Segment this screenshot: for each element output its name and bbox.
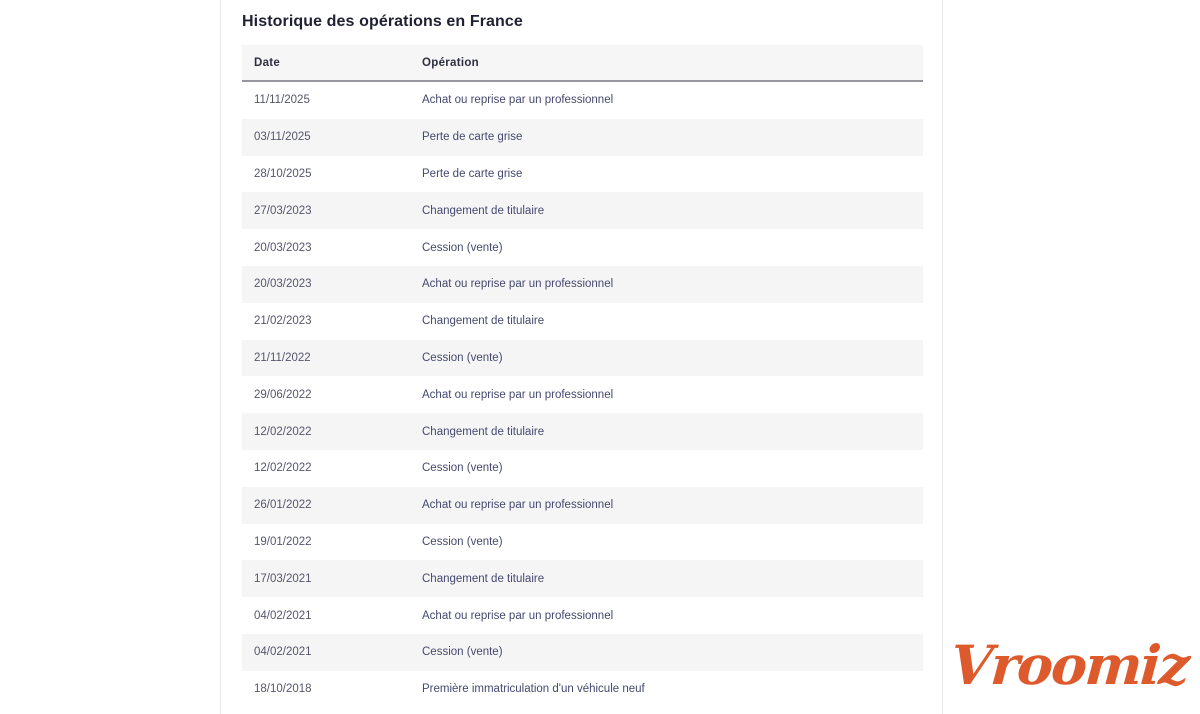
cell-operation: Achat ou reprise par un professionnel [422, 388, 614, 401]
cell-operation: Changement de titulaire [422, 315, 545, 328]
cell-date: 04/02/2021 [254, 609, 312, 622]
table-header-row [242, 45, 923, 82]
table-row [242, 303, 923, 340]
cell-operation: Première immatriculation d'un véhicule neuf [422, 683, 645, 696]
cell-date: 26/01/2022 [254, 499, 312, 512]
cell-operation: Cession (vente) [422, 535, 503, 548]
cell-operation: Achat ou reprise par un professionnel [422, 609, 614, 622]
operations-panel [220, 0, 943, 714]
table-row [242, 634, 923, 671]
cell-operation: Perte de carte grise [422, 131, 523, 144]
cell-operation: Changement de titulaire [422, 204, 545, 217]
operations-table [242, 45, 923, 708]
table-row [242, 376, 923, 413]
cell-operation: Achat ou reprise par un professionnel [422, 94, 614, 107]
cell-date: 27/03/2023 [254, 204, 312, 217]
cell-date: 17/03/2021 [254, 572, 312, 585]
cell-date: 28/10/2025 [254, 167, 312, 180]
table-row [242, 340, 923, 377]
cell-operation: Cession (vente) [422, 646, 503, 659]
cell-date: 20/03/2023 [254, 278, 312, 291]
table-row [242, 229, 923, 266]
cell-date: 18/10/2018 [254, 683, 312, 696]
table-body [242, 82, 923, 708]
cell-operation: Changement de titulaire [422, 572, 545, 585]
cell-operation: Perte de carte grise [422, 167, 523, 180]
table-row [242, 487, 923, 524]
cell-date: 20/03/2023 [254, 241, 312, 254]
table-row [242, 413, 923, 450]
table-row [242, 156, 923, 193]
cell-operation: Cession (vente) [422, 241, 503, 254]
table-row [242, 119, 923, 156]
table-row [242, 192, 923, 229]
column-header-operation: Opération [422, 56, 480, 69]
cell-operation: Changement de titulaire [422, 425, 545, 438]
table-row [242, 560, 923, 597]
page-title: Historique des opérations en France [242, 13, 523, 30]
table-row [242, 597, 923, 634]
column-header-date: Date [254, 56, 281, 69]
cell-date: 03/11/2025 [254, 131, 311, 144]
cell-operation: Achat ou reprise par un professionnel [422, 278, 614, 291]
cell-date: 12/02/2022 [254, 425, 312, 438]
table-row [242, 266, 923, 303]
table-row [242, 450, 923, 487]
table-row [242, 524, 923, 561]
table-row [242, 671, 923, 708]
cell-date: 29/06/2022 [254, 388, 312, 401]
cell-date: 11/11/2025 [254, 94, 310, 107]
cell-date: 12/02/2022 [254, 462, 312, 475]
cell-date: 21/11/2022 [254, 351, 311, 364]
cell-operation: Cession (vente) [422, 462, 503, 475]
cell-date: 19/01/2022 [254, 535, 312, 548]
cell-date: 21/02/2023 [254, 315, 312, 328]
cell-date: 04/02/2021 [254, 646, 312, 659]
cell-operation: Achat ou reprise par un professionnel [422, 499, 614, 512]
vroomiz-logo: Vroomiz [949, 633, 1191, 697]
table-row [242, 82, 923, 119]
cell-operation: Cession (vente) [422, 351, 503, 364]
